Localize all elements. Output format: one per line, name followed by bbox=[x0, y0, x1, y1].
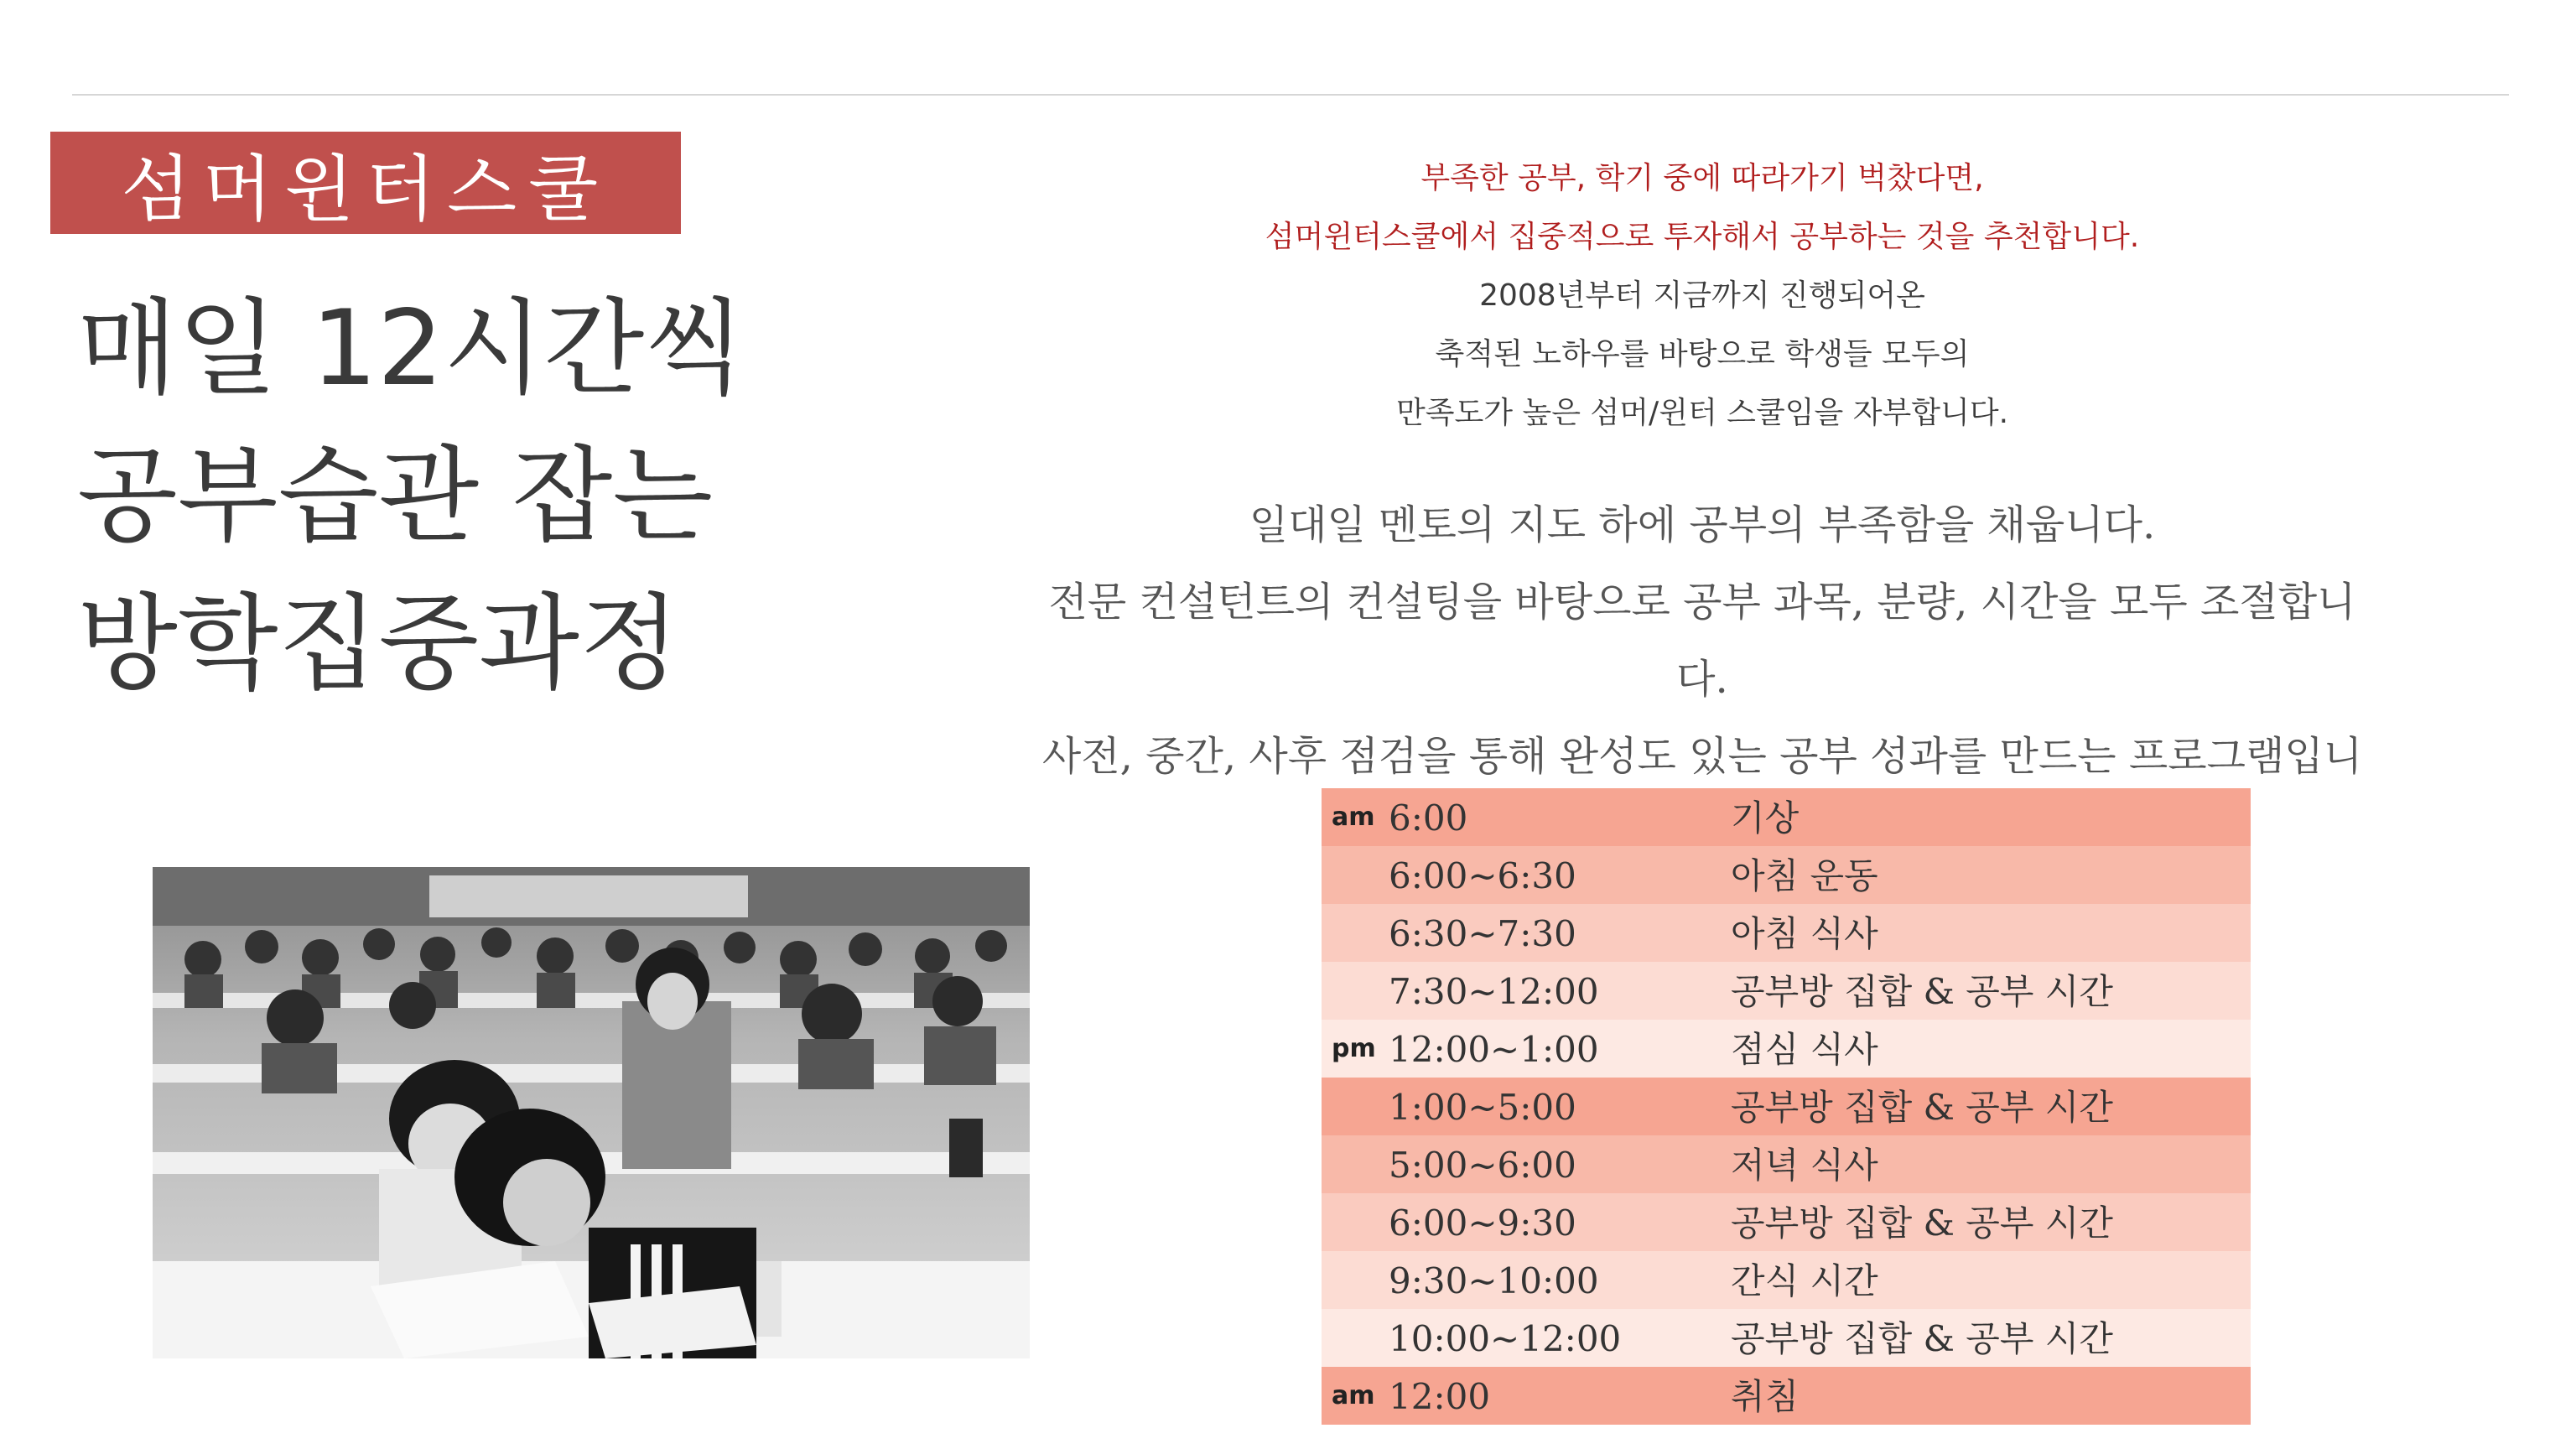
schedule-time: 1:00~5:00 bbox=[1389, 1087, 1576, 1128]
program-badge: 섬머윈터스쿨 bbox=[50, 132, 681, 234]
schedule-time: 6:30~7:30 bbox=[1389, 913, 1576, 954]
intro-line: 축적된 노하우를 바탕으로 학생들 모두의 bbox=[1435, 337, 1970, 371]
schedule-row bbox=[1322, 962, 2251, 1020]
schedule-row bbox=[1322, 846, 2251, 904]
schedule-activity: 공부방 집합 & 공부 시간 bbox=[1731, 971, 2113, 1012]
description-line: 전문 컨설턴트의 컨설팅을 바탕으로 공부 과목, 분량, 시간을 모두 조절합니다. bbox=[1048, 579, 2356, 703]
schedule-activity: 저녁 식사 bbox=[1731, 1145, 1878, 1186]
schedule-time: 10:00~12:00 bbox=[1389, 1318, 1622, 1359]
daily-schedule-table bbox=[1322, 788, 2251, 1427]
schedule-row bbox=[1322, 904, 2251, 962]
schedule-time: 12:00~1:00 bbox=[1389, 1029, 1599, 1070]
schedule-activity: 공부방 집합 & 공부 시간 bbox=[1731, 1318, 2113, 1359]
schedule-row bbox=[1322, 1078, 2251, 1135]
top-divider bbox=[72, 94, 2509, 96]
schedule-activity: 아침 식사 bbox=[1731, 913, 1878, 954]
intro-line: 2008년부터 지금까지 진행되어온 bbox=[1479, 278, 1925, 313]
schedule-row bbox=[1322, 1193, 2251, 1251]
schedule-time: 6:00 bbox=[1389, 797, 1468, 839]
schedule-ampm: am bbox=[1332, 802, 1375, 832]
intro-highlight-line: 섬머윈터스쿨에서 집중적으로 투자해서 공부하는 것을 추천합니다. bbox=[1265, 220, 2140, 254]
headline bbox=[77, 275, 832, 718]
description-line: 일대일 멘토의 지도 하에 공부의 부족함을 채웁니다. bbox=[1249, 501, 2156, 548]
schedule-activity: 기상 bbox=[1731, 797, 1800, 839]
schedule-activity: 점심 식사 bbox=[1731, 1029, 1878, 1070]
schedule-time: 12:00 bbox=[1389, 1376, 1491, 1417]
classroom-photo-icon bbox=[153, 867, 1030, 1358]
schedule-row bbox=[1322, 1020, 2251, 1078]
schedule-time: 5:00~6:00 bbox=[1389, 1145, 1576, 1186]
intro-text bbox=[1090, 149, 2314, 443]
description-line: 사전, 중간, 사후 점검을 통해 완성도 있는 공부 성과를 만드는 프로그램입니 bbox=[1041, 733, 2363, 780]
schedule-activity: 간식 시간 bbox=[1731, 1260, 1878, 1301]
schedule-time: 9:30~10:00 bbox=[1389, 1260, 1599, 1301]
schedule-row bbox=[1322, 1367, 2251, 1425]
schedule-activity: 아침 운동 bbox=[1731, 855, 1878, 896]
schedule-row bbox=[1322, 788, 2251, 846]
schedule-row bbox=[1322, 1135, 2251, 1193]
schedule-time: 6:00~6:30 bbox=[1389, 855, 1576, 896]
schedule-ampm: am bbox=[1332, 1381, 1375, 1410]
schedule-row bbox=[1322, 1309, 2251, 1367]
classroom-photo bbox=[153, 867, 1030, 1358]
schedule-ampm: pm bbox=[1332, 1034, 1376, 1063]
schedule-activity: 공부방 집합 & 공부 시간 bbox=[1731, 1202, 2113, 1244]
intro-line: 만족도가 높은 섬머/윈터 스쿨임을 자부합니다. bbox=[1395, 396, 2009, 430]
intro-highlight-line: 부족한 공부, 학기 중에 따라가기 벅찼다면, bbox=[1420, 161, 1984, 195]
schedule-activity: 취침 bbox=[1731, 1376, 1800, 1417]
schedule-time: 6:00~9:30 bbox=[1389, 1202, 1576, 1244]
headline-line: 매일 12시간씩 bbox=[77, 288, 745, 409]
schedule-row bbox=[1322, 1251, 2251, 1309]
headline-line: 공부습관 잡는 bbox=[77, 436, 714, 557]
schedule-activity: 공부방 집합 & 공부 시간 bbox=[1731, 1087, 2113, 1128]
headline-line: 방학집중과정 bbox=[77, 584, 680, 704]
schedule-time: 7:30~12:00 bbox=[1389, 971, 1599, 1012]
